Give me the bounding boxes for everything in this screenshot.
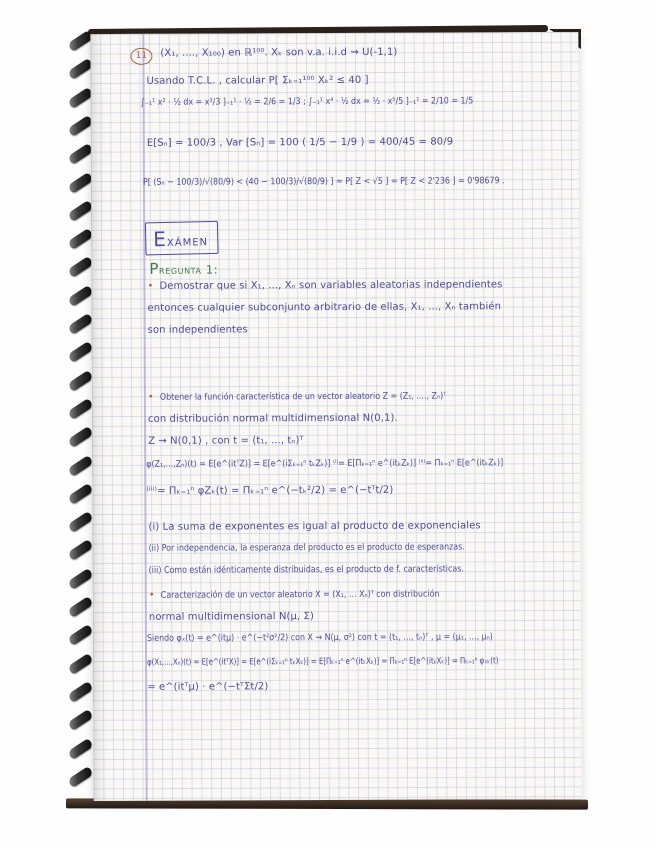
spiral-ring [67, 228, 93, 250]
exercise-number-badge: 11 [130, 48, 152, 65]
spiral-ring [67, 200, 93, 222]
note-ii: (ii) Por independencia, la esperanza del producto es el producto de esperanzas. [148, 542, 465, 554]
demostrar-line-3: son independientes [147, 324, 248, 336]
exercise-setup-text: (X₁, ...., X₁₀₀) en ℝ¹⁰⁰. Xₖ son v.a. i.i.d ⇝ U(-1,1) [160, 46, 398, 59]
obtener-text-1: Obtener la función característica de un vector aleatorio Z = (Z₁, ...., Zₙ)ᵀ [159, 391, 447, 403]
demostrar-line-2: entonces cualquier subconjunto arbitrario de ellas, X₁, ..., Xₙ también [147, 301, 502, 314]
spiral-ring [67, 539, 93, 561]
exercise-task-line: Usando T.C.L. , calcular P[ Σₖ₌₁¹⁰⁰ Xₖ² ≤ 40 ] [146, 74, 369, 87]
spiral-ring [67, 370, 93, 392]
x-characteristic-result-line: = e^(itᵀμ) · e^(−tᵀΣt/2) [147, 681, 269, 693]
obtener-line-2: con distribución normal multidimensional N(0,1). [147, 412, 398, 425]
note-iii: (iii) Como están idénticamente distribuidas, es el producto de f. características. [148, 564, 464, 576]
spiral-ring [67, 766, 93, 788]
spiral-ring [67, 285, 93, 307]
caracterizacion-text-1: Caracterización de un vector aleatorio X = (X₁, ... Xₙ)ᵀ con distribución [160, 589, 440, 601]
demostrar-line-1 [147, 279, 502, 293]
spiral-ring [67, 737, 93, 759]
spiral-ring [67, 256, 93, 278]
note-i: (i) La suma de exponentes es igual al producto de exponenciales [148, 520, 481, 533]
bullet-icon: • [147, 391, 154, 403]
obtener-line-1 [148, 390, 485, 403]
spiral-ring [67, 313, 93, 335]
spiral-ring [67, 483, 93, 505]
demostrar-text-1: Demostrar que si X₁, ..., Xₙ son variables aleatorias independientes [159, 279, 503, 292]
spiral-ring [67, 653, 93, 675]
z-distribution-line: Z ⇝ N(0,1) , con t = (t₁, ..., tₙ)ᵀ [148, 435, 304, 447]
notebook-page [90, 32, 581, 801]
z-characteristic-result-line: ⁽ⁱⁱⁱ⁾= Πₖ₌₁ⁿ φZₖ(t) = Πₖ₌₁ⁿ e^(−tₖ²/2) = e^(−tᵀt/2) [146, 484, 394, 497]
exam-title: Exámen [152, 226, 209, 252]
spiral-ring [67, 426, 93, 448]
spiral-ring [67, 681, 93, 703]
spiral-ring [67, 143, 93, 165]
bullet-icon: • [147, 280, 154, 292]
caracterizacion-line-1 [149, 588, 478, 601]
spiral-ring [67, 341, 93, 363]
exercise-integrals-line: ∫₋₁¹ x² · ½ dx = x³/3 ]₋₁¹ · ½ = 2/6 = 1/3 ; ∫₋₁¹ x⁴ · ½ dx = ½ · x⁵/5 ]₋₁¹ = 2/10 = 1/5 [140, 96, 474, 108]
x-characteristic-function-line: φ(X₁,...,Xₙ)(t) = E[e^(itᵀX)] = E[e^(iΣₖ₌₁ⁿ tₖXₖ)] = E[Πₖ₌₁ⁿ e^(itₖXₖ)] = Πₖ₌₁ⁿ E[e^(itₖXₖ)] = Πₖ₌₁ⁿ φₓₖ(t) [147, 656, 499, 668]
spiral-ring [67, 511, 93, 533]
question-1-label: Pregunta 1: [149, 259, 219, 278]
exercise-setup-line [130, 47, 397, 65]
spiral-ring [67, 596, 93, 618]
spiral-ring [67, 171, 93, 193]
bullet-icon: • [148, 589, 155, 601]
exercise-probability-line: P[ (Sₙ − 100/3)/√(80/9) < (40 − 100/3)/√(80/9) ] ≈ P[ Z < √5 ] = P[ Z < 2'236 ] = 0'98679 . [142, 176, 505, 188]
spiral-ring [67, 568, 93, 590]
spiral-ring [67, 454, 93, 476]
caracterizacion-line-2: normal multidimensional N(μ, Σ) [148, 611, 314, 623]
exercise-moments-line: E[Sₙ] = 100/3 , Var [Sₙ] = 100 ( 1/5 − 1/9 ) = 400/45 = 80/9 [146, 136, 454, 149]
z-characteristic-function-line: φ(Z₁,...,Zₙ)(t) = E[e^(itᵀZ)] = E[e^(iΣₖ₌₁ⁿ tₖZₖ)] ⁽ⁱ⁾= E[Πₖ₌₁ⁿ e^(itₖZₖ)] ⁽ⁱⁱ⁾= Πₖ₌₁ⁿ E[e^(itₖZₖ)] [146, 458, 504, 470]
spiral-ring [67, 709, 93, 731]
spiral-ring [67, 624, 93, 646]
x-siendo-line: Siendo φₓ(t) = e^(itμ) · e^(−t²σ²/2) con X ⇝ N(μ, σ²) con t = (t₁, ..., tₙ)ᵀ , μ = (μ₁, ..., μₙ) [146, 632, 493, 644]
spiral-ring [67, 398, 93, 420]
exam-title-box [145, 221, 218, 256]
